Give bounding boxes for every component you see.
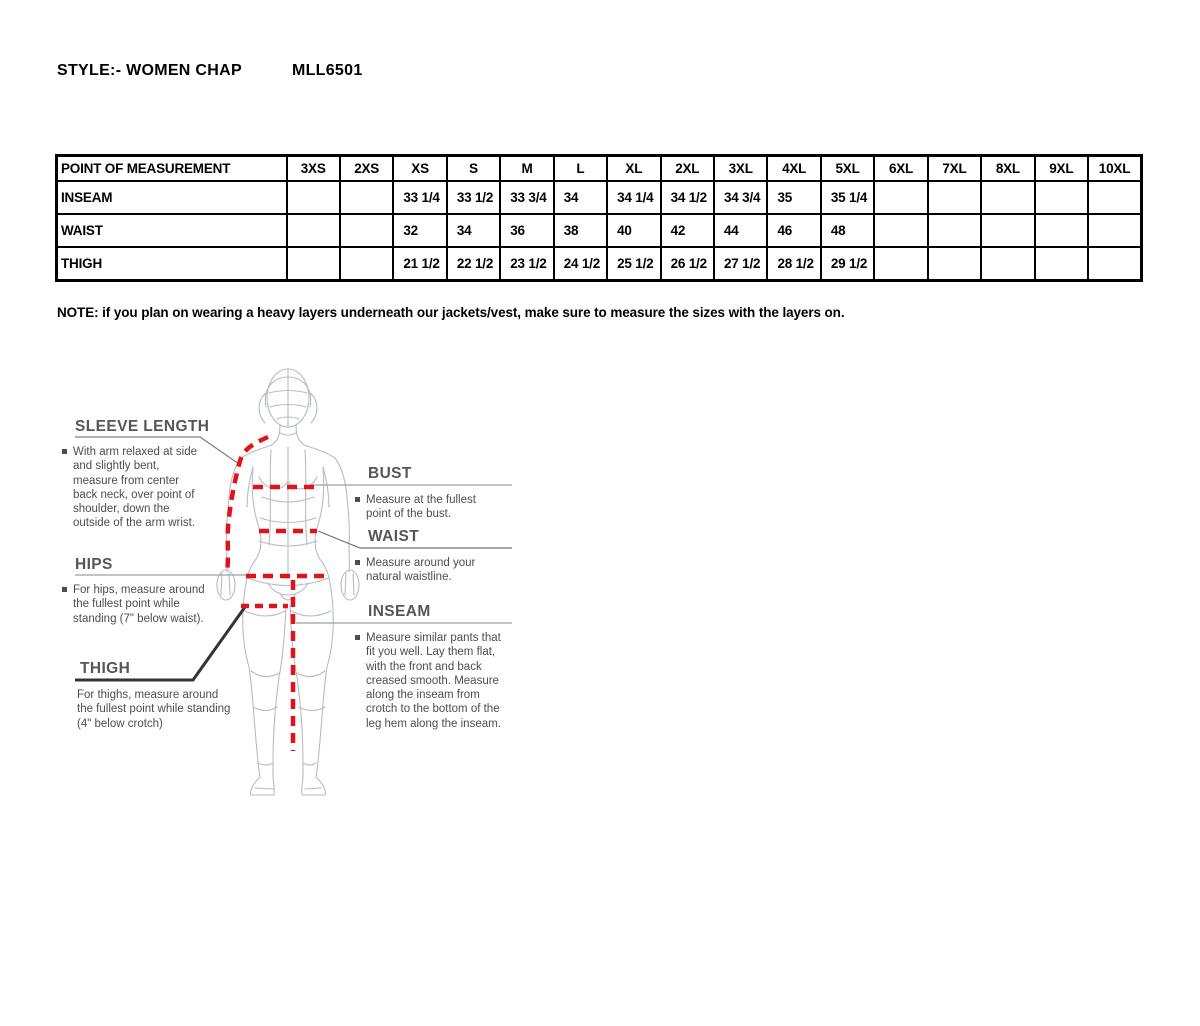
size-cell: 34 1/4: [607, 181, 660, 214]
size-cell: 34 1/2: [661, 181, 714, 214]
hips-description: For hips, measure around the fullest point while standing (7" below waist).: [62, 583, 222, 626]
size-cell: 26 1/2: [661, 247, 714, 281]
size-cell: [928, 247, 981, 281]
size-cell: [1088, 181, 1141, 214]
table-row-inseam: [57, 181, 1142, 214]
style-label: STYLE:- WOMEN CHAP: [57, 62, 242, 79]
size-cell: [874, 181, 927, 214]
bullet-icon: [62, 587, 67, 592]
column-header: 3XL: [714, 156, 767, 182]
sleeve-length-description: With arm relaxed at side and slightly bent, measure from center back neck, over point of shoulder, down the outside of the arm wrist.: [62, 445, 202, 531]
size-cell: 29 1/2: [821, 247, 874, 281]
bust-description: Measure at the fullest point of the bust.: [355, 493, 495, 522]
size-cell: [1035, 247, 1088, 281]
size-cell: 44: [714, 214, 767, 247]
size-cell: 33 1/4: [393, 181, 446, 214]
sleeve-length-heading: SLEEVE LENGTH: [75, 418, 210, 435]
size-cell: 32: [393, 214, 446, 247]
waist-heading: WAIST: [368, 528, 420, 545]
column-header: XL: [607, 156, 660, 182]
bullet-icon: [62, 449, 67, 454]
column-header: 3XS: [287, 156, 340, 182]
table-header-row: [57, 156, 1142, 182]
size-cell: [340, 247, 393, 281]
size-cell: 22 1/2: [447, 247, 500, 281]
column-header: S: [447, 156, 500, 182]
row-label: WAIST: [57, 214, 287, 247]
bullet-icon: [355, 560, 360, 565]
size-cell: 48: [821, 214, 874, 247]
size-cell: [928, 181, 981, 214]
size-cell: 23 1/2: [500, 247, 553, 281]
inseam-heading: INSEAM: [368, 603, 431, 620]
bust-heading: BUST: [368, 465, 412, 482]
size-cell: [1035, 214, 1088, 247]
row-label: THIGH: [57, 247, 287, 281]
column-header: M: [500, 156, 553, 182]
measurement-diagram: [0, 355, 540, 820]
hips-heading: HIPS: [75, 556, 113, 573]
size-cell: 36: [500, 214, 553, 247]
size-cell: 28 1/2: [767, 247, 820, 281]
inseam-description: Measure similar pants that fit you well. Lay them flat, with the front and back creased smooth. Measure along the inseam from crotch to the bottom of the leg hem along the inseam.: [355, 631, 507, 731]
column-header: 2XS: [340, 156, 393, 182]
column-header: 10XL: [1088, 156, 1141, 182]
column-header: 7XL: [928, 156, 981, 182]
size-cell: 38: [554, 214, 607, 247]
thigh-description: For thighs, measure around the fullest point while standing (4" below crotch): [77, 689, 231, 730]
size-cell: 46: [767, 214, 820, 247]
size-cell: 33 3/4: [500, 181, 553, 214]
size-cell: [1035, 181, 1088, 214]
size-cell: 33 1/2: [447, 181, 500, 214]
size-cell: [287, 181, 340, 214]
size-cell: [287, 247, 340, 281]
size-cell: 34: [447, 214, 500, 247]
column-header: 4XL: [767, 156, 820, 182]
column-header: POINT OF MEASUREMENT: [57, 156, 287, 182]
note-text: NOTE: if you plan on wearing a heavy layers underneath our jackets/vest, make sure to measure the sizes with the layers on.: [57, 305, 845, 320]
bullet-icon: [355, 497, 360, 502]
size-cell: [874, 214, 927, 247]
size-cell: 42: [661, 214, 714, 247]
size-cell: 35: [767, 181, 820, 214]
size-cell: 25 1/2: [607, 247, 660, 281]
table-row-waist: [57, 214, 1142, 247]
bullet-icon: [355, 635, 360, 640]
table-row-thigh: [57, 247, 1142, 281]
column-header: L: [554, 156, 607, 182]
size-cell: [981, 181, 1034, 214]
size-cell: [340, 181, 393, 214]
style-code: MLL6501: [291, 62, 363, 79]
size-cell: 40: [607, 214, 660, 247]
body-wireframe: [217, 369, 359, 795]
size-cell: [928, 214, 981, 247]
size-cell: [874, 247, 927, 281]
column-header: XS: [393, 156, 446, 182]
size-cell: 24 1/2: [554, 247, 607, 281]
column-header: 2XL: [661, 156, 714, 182]
row-label: INSEAM: [57, 181, 287, 214]
size-cell: 34 3/4: [714, 181, 767, 214]
size-cell: 27 1/2: [714, 247, 767, 281]
column-header: 8XL: [981, 156, 1034, 182]
size-cell: [1088, 214, 1141, 247]
size-cell: [981, 214, 1034, 247]
measurement-lines: [227, 437, 329, 751]
size-cell: [1088, 247, 1141, 281]
column-header: 6XL: [874, 156, 927, 182]
size-cell: 21 1/2: [393, 247, 446, 281]
page-title: [57, 62, 363, 80]
thigh-heading: THIGH: [80, 660, 131, 677]
column-header: 9XL: [1035, 156, 1088, 182]
size-measurement-table: [55, 154, 1143, 282]
size-cell: [981, 247, 1034, 281]
size-cell: 35 1/4: [821, 181, 874, 214]
size-cell: 34: [554, 181, 607, 214]
size-cell: [287, 214, 340, 247]
column-header: 5XL: [821, 156, 874, 182]
waist-description: Measure around your natural waistline.: [355, 556, 495, 585]
size-cell: [340, 214, 393, 247]
